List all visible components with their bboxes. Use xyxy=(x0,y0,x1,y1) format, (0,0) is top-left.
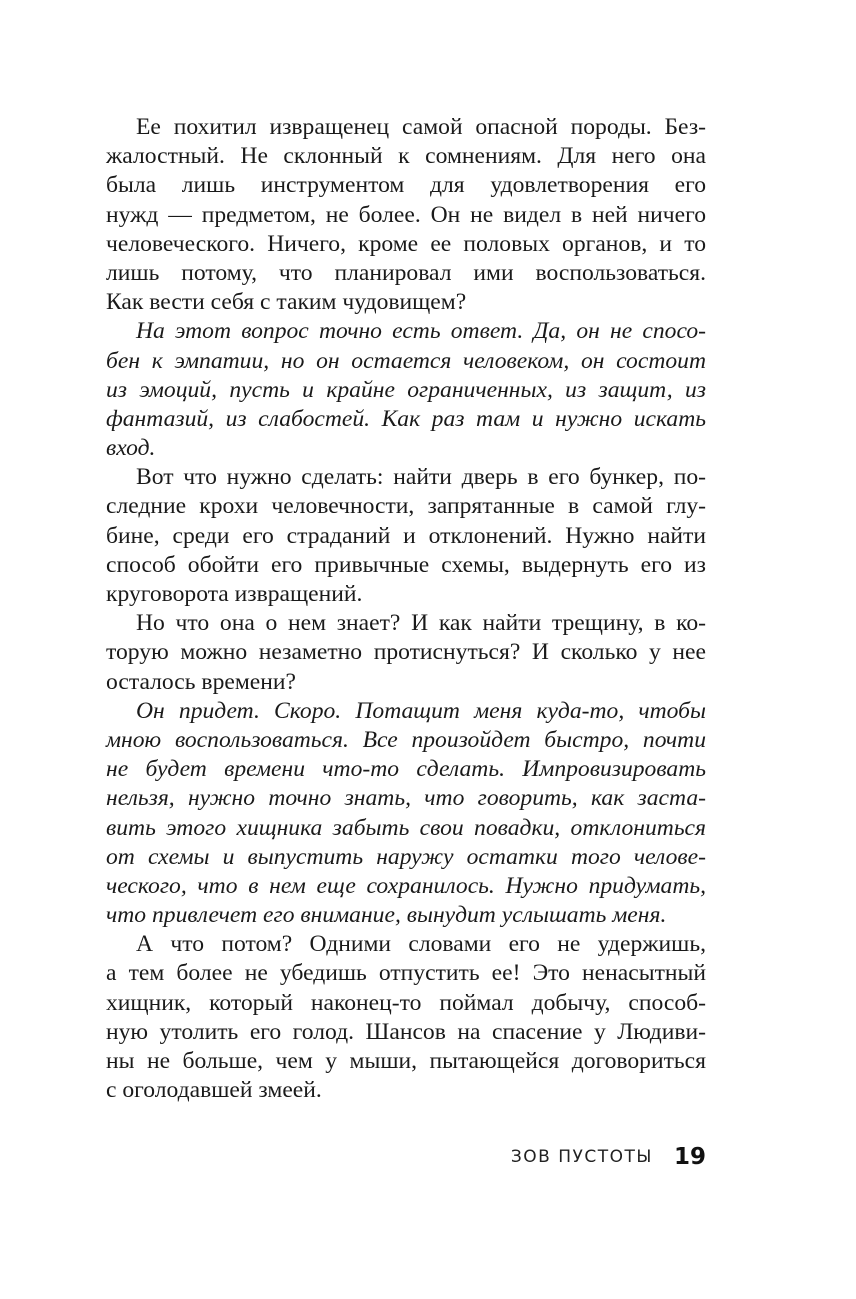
text-line-content: от схемы и выпустить наружу остатки того челове- xyxy=(106,843,706,870)
text-line-content: человеческого. Ничего, кроме ее половых органов, и то xyxy=(106,230,706,257)
page-number: 19 xyxy=(673,1144,706,1170)
text-line-content: нельзя, нужно точно знать, что говорить, как заста- xyxy=(106,785,706,812)
text-line xyxy=(106,288,706,317)
running-title: ЗОВ ПУСТОТЫ xyxy=(510,1147,653,1167)
text-line-content: бен к эмпатии, но он остается человеком, он состоит xyxy=(106,347,706,374)
text-line xyxy=(106,492,706,521)
text-line-content: с оголодавшей змеей. xyxy=(106,1077,322,1104)
text-line xyxy=(106,872,706,901)
text-line xyxy=(106,668,706,697)
text-line-content: вить этого хищника забыть свои повадки, отклониться xyxy=(106,814,706,841)
paragraph xyxy=(106,113,706,317)
text-line-content: что привлечет его внимание, вынудит услышать меня. xyxy=(106,902,667,929)
text-line xyxy=(106,580,706,609)
text-line-content: круговорота извращений. xyxy=(106,581,363,607)
text-line-content: осталось времени? xyxy=(106,668,296,695)
text-line-content: А что потом? Одними словами его не удержишь, xyxy=(136,931,706,958)
text-line xyxy=(106,1047,706,1076)
text-line xyxy=(106,230,706,259)
text-line xyxy=(106,755,706,784)
text-line xyxy=(106,376,706,405)
text-line-content: из эмоций, пусть и крайне ограниченных, из защит, из xyxy=(106,376,706,403)
text-line xyxy=(106,317,706,346)
text-line xyxy=(106,259,706,288)
text-line-content: бине, среди его страданий и отклонений. Нужно найти xyxy=(106,522,706,549)
text-line-content: торую можно незаметно протиснуться? И сколько у нее xyxy=(106,639,706,666)
text-line xyxy=(106,989,706,1018)
text-line xyxy=(106,784,706,813)
italic-paragraph xyxy=(106,697,706,931)
text-line xyxy=(106,434,706,463)
text-line-content: мною воспользоваться. Все произойдет быстро, почти xyxy=(106,726,706,753)
text-line-content: На этот вопрос точно есть ответ. Да, он не спосо- xyxy=(136,318,706,345)
text-line xyxy=(106,201,706,230)
text-line-content: была лишь инструментом для удовлетворения его xyxy=(106,172,706,199)
italic-paragraph xyxy=(106,317,706,463)
text-line-content: Вот что нужно сделать: найти дверь в его бункер, по- xyxy=(136,464,706,491)
text-line xyxy=(106,959,706,988)
text-line xyxy=(106,347,706,376)
text-line xyxy=(106,901,706,930)
text-line xyxy=(106,551,706,580)
text-line xyxy=(106,638,706,667)
text-line xyxy=(106,1018,706,1047)
text-line-content: хищник, который наконец-то поймал добычу, способ- xyxy=(106,989,706,1016)
text-line-content: лишь потому, что планировал ими воспользоваться. xyxy=(106,259,706,286)
text-line-content: нужд — предметом, не более. Он не видел в ней ничего xyxy=(106,201,706,228)
text-line-content: не будет времени что-то сделать. Импровизировать xyxy=(106,756,706,783)
text-line-content: следние крохи человечности, запрятанные в самой глу- xyxy=(106,493,706,520)
text-line-content: Как вести себя с таким чудовищем? xyxy=(106,289,467,316)
text-line-content: фантазий, из слабостей. Как раз там и нужно искать xyxy=(106,405,706,432)
text-line-content: ную утолить его голод. Шансов на спасение у Людиви- xyxy=(106,1018,706,1045)
text-line xyxy=(106,171,706,200)
page-body xyxy=(106,113,706,1105)
text-line-content: Он придет. Скоро. Потащит меня куда-то, чтобы xyxy=(136,697,706,724)
text-line-content: ны не больше, чем у мыши, пытающейся договориться xyxy=(106,1048,706,1074)
text-line-content: ческого, что в нем еще сохранилось. Нужно придумать, xyxy=(106,872,706,899)
text-line xyxy=(106,609,706,638)
text-line xyxy=(106,814,706,843)
text-line xyxy=(106,522,706,551)
text-line xyxy=(106,843,706,872)
text-line-content: Ее похитил извращенец самой опасной породы. Без- xyxy=(136,114,706,140)
text-line xyxy=(106,405,706,434)
text-line xyxy=(106,697,706,726)
paragraph xyxy=(106,463,706,609)
text-line-content: вход. xyxy=(106,435,156,462)
text-line xyxy=(106,726,706,755)
text-line xyxy=(106,113,706,142)
text-line xyxy=(106,1076,706,1105)
text-line-content: способ обойти его привычные схемы, выдернуть его из xyxy=(106,551,706,578)
text-line-content: жалостный. Не склонный к сомнениям. Для него она xyxy=(106,143,706,170)
paragraph xyxy=(106,930,706,1105)
text-line xyxy=(106,463,706,492)
page-footer xyxy=(106,1144,706,1174)
paragraph xyxy=(106,609,706,697)
text-line-content: а тем более не убедишь отпустить ее! Это ненасытный xyxy=(106,960,706,987)
text-line-content: Но что она о нем знает? И как найти трещину, в ко- xyxy=(136,610,706,637)
text-line xyxy=(106,142,706,171)
text-line xyxy=(106,930,706,959)
